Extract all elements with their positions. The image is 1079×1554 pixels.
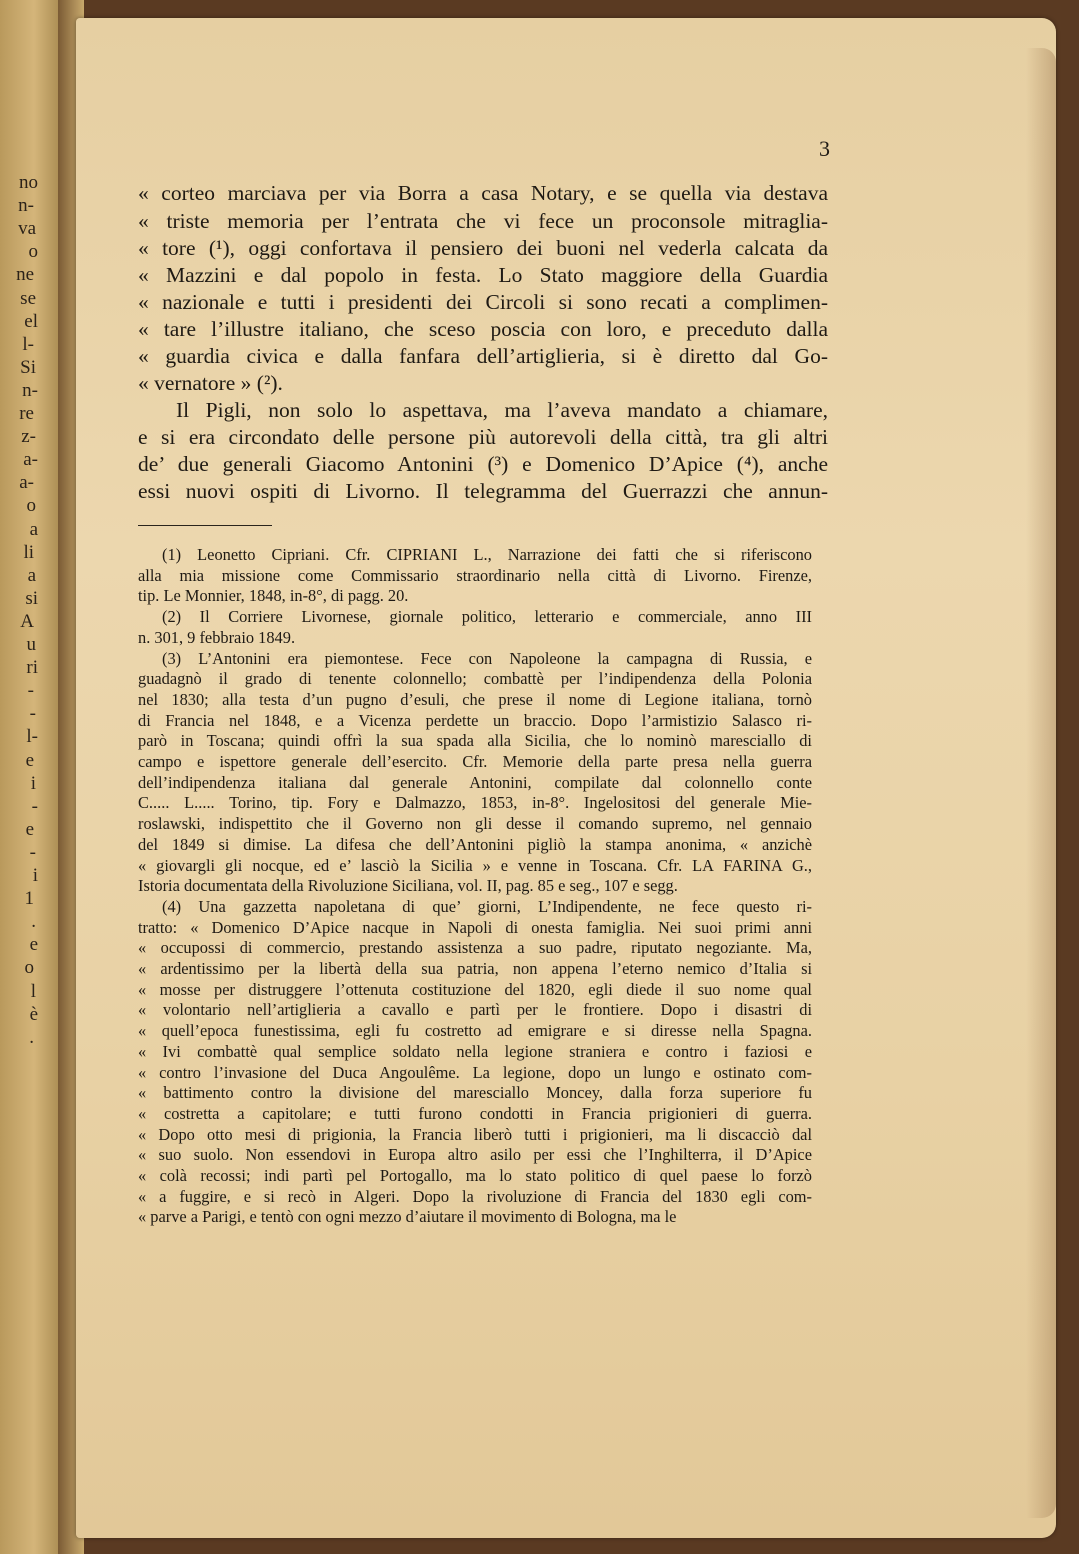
page-edge-shadow [1026,48,1056,1518]
main-text-line: « nazionale e tutti i presidenti dei Circoli si sono recati a complimen- [138,290,828,314]
footnote-line: (2) Il Corriere Livornese, giornale politico, letterario e commerciale, anno III [162,607,812,627]
footnote-line: campo e ispettore generale dell’esercito. Cfr. Memorie della parte presa nella guerra [138,752,812,771]
footnote-line: C..... L..... Torino, tip. Fory e Dalmazzo, 1853, in-8°. Ingelositosi del generale Mie- [138,793,812,813]
footnote-line: roslawski, indispettito che il Governo non gli desse il comando supremo, nel gennaio [138,814,812,834]
footnote-line: « battimento contro la divisione del maresciallo Moncey, dalla forza superiore fu [138,1083,812,1103]
footnote-line: « suo suolo. Non essendovi in Europa altro asilo per essi che l’Inghilterra, il D’Apice [138,1145,812,1165]
left-page-edge-fragment: l- [26,726,38,748]
left-page-edge-fragment: - [29,703,36,725]
left-page-edge-fragment: - [29,841,36,863]
left-page-edge-fragment: - [27,680,34,702]
left-page-edge-fragment: l [30,980,36,1002]
left-page-edge-fragment: e [25,818,34,840]
left-page-edge-fragment: no [19,172,38,193]
page-number: 3 [819,136,830,161]
left-page-edge-fragment: a [27,564,36,586]
main-text-line: « guardia civica e dalla fanfara dell’artiglieria, si è diretto dal Go- [138,344,828,368]
left-page-edge-fragment: l- [22,333,34,355]
footnote-line: n. 301, 9 febbraio 1849. [138,627,296,647]
footnote-line: dell’indipendenza italiana dal generale Antonini, compilate dal colonnello conte [138,772,812,792]
footnote-line: di Francia nel 1848, e a Vicenza perdette un braccio. Dopo l’armistizio Salasco ri- [138,710,812,730]
footnote-line: nel 1830; alla testa d’un pugno d’esuli, che prese il nome di Legione italiana, tornò [138,689,812,709]
left-page-edge-fragment: a- [19,472,34,494]
left-page-edge-fragment: i [30,772,36,794]
left-page-edge-fragment: va [18,218,36,240]
main-text-line: « vernatore » (²). [138,371,283,395]
left-page-edge-text [0,0,62,1554]
left-page-edge-fragment: e [25,749,34,771]
footnote-line: (3) L’Antonini era piemontese. Fece con Napoleone la campagna di Russia, e [162,648,812,668]
main-text-line: de’ due generali Giacomo Antonini (³) e Domenico D’Apice (⁴), anche [138,452,828,476]
left-page-edge-fragment: a [29,518,38,540]
main-text-line: « triste memoria per l’entrata che vi fece un proconsole mitraglia- [138,209,828,233]
footnote-line: (4) Una gazzetta napoletana di que’ giorni, L’Indipendente, ne fece questo ri- [162,896,812,916]
footnote-line: « costretta a capitolare; e tutti furono condotti in Francia prigionieri di guerra. [138,1103,812,1123]
left-page-edge-fragment: i [32,865,38,886]
left-page-edge-fragment: el [24,310,38,332]
left-page-edge-fragment: se [20,287,36,309]
left-page-edge-fragment: . [29,1026,34,1048]
left-page-edge-fragment: ri [26,657,38,679]
footnote-line: « volontario nell’artiglieria a cavallo e partì per le frontiere. Dopo i disastri di [138,1000,812,1020]
left-page-edge-fragment: . [31,911,36,933]
main-text-line: « corteo marciava per via Borra a casa Notary, e se quella via destava [138,181,828,205]
left-page-edge-fragment: 1 [24,888,34,910]
footnote-line: tratto: « Domenico D’Apice nacque in Napoli di onesta famiglia. Nei suoi primi anni [138,917,812,937]
left-page-edge-fragment: o [24,957,34,979]
left-page-edge-fragment: e [29,934,38,956]
footnote-line: « parve a Parigi, e tentò con ogni mezzo d’aiutare il movimento di Bologna, ma le [138,1207,677,1227]
main-text-line: e si era circondato delle persone più autorevoli della città, tra gli altri [138,425,828,449]
left-page-edge-fragment: - [31,795,38,817]
main-text-line: « Mazzini e dal popolo in festa. Lo Stato maggiore della Guardia [138,263,828,287]
footnote-line: Istoria documentata della Rivoluzione Siciliana, vol. II, pag. 85 e seg., 107 e segg. [138,876,678,896]
left-page-edge-fragment: si [25,587,38,609]
main-text-line: « tore (¹), oggi confortava il pensiero dei buoni nel vederla calcata da [138,236,828,260]
footnote-line: alla mia missione come Commissario straordinario nella città di Livorno. Firenze, [138,565,812,585]
left-page-edge-fragment: o [28,241,38,263]
footnote-line: tip. Le Monnier, 1848, in-8°, di pagg. 20. [138,586,409,606]
footnote-line: « a fuggire, e si recò in Algeri. Dopo la rivoluzione di Francia del 1830 egli com- [138,1186,812,1206]
main-text-line: essi nuovi ospiti di Livorno. Il telegramma del Guerrazzi che annun- [138,479,828,503]
footnote-line: del 1849 si dimise. La difesa che dell’Antonini pigliò la stampa anonima, « anzichè [138,834,812,854]
left-page-edge-fragment: Si [20,356,36,378]
left-page [0,0,62,1554]
footnote-line: « Dopo otto mesi di prigionia, la Francia liberò tutti i prigionieri, ma li discacciò dal [138,1124,812,1144]
left-page-edge-fragment: u [26,634,36,655]
left-page-edge-fragment: n- [18,195,34,217]
left-page-edge-fragment: A [20,610,34,632]
footnote-line: guadagnò il grado di tenente colonnello; combattè per l’indipendenza della Polonia [138,669,812,689]
footnote-line: « ardentissimo per la libertà della sua patria, non appena l’eterno nemico d’Italia si [138,959,812,978]
left-page-edge-fragment: o [26,495,36,517]
footnote-line: « contro l’invasione del Duca Angoulême. La legione, dopo un lungo e ostinato com- [138,1062,812,1082]
left-page-edge-fragment: a- [23,449,38,471]
page [76,18,1056,1538]
footnote-line: « giovargli gli nocque, ed e’ lasciò la Sicilia » e venne in Toscana. Cfr. LA FARINA G., [138,855,812,875]
footnote-line: « mosse per distruggere l’ottenuta costituzione del 1820, egli diede il suo nome qual [138,979,812,999]
main-text-line: Il Pigli, non solo lo aspettava, ma l’aveva mandato a chiamare, [176,398,828,422]
footnote-rule [138,525,272,526]
main-text-line: « tare l’illustre italiano, che sceso poscia con loro, e preceduto dalla [138,317,828,341]
left-page-edge-fragment: n- [22,379,38,401]
left-page-edge-fragment: ne [16,264,34,286]
left-page-edge-fragment: è [29,1003,38,1025]
page-content [138,18,828,1538]
footnote-line: « quell’epoca funestissima, egli fu costretto ad emigrare e si diresse nella Spagna. [138,1021,812,1041]
footnote-line: parò in Toscana; quindi offrì la sua spada alla Sicilia, che lo nominò maresciallo di [138,731,812,751]
left-page-edge-fragment: li [23,541,34,563]
footnote-line: « occupossi di commercio, prestando assistenza a suo padre, riputato negoziante. Ma, [138,938,812,958]
footnote-line: « colà recossi; indi partì pel Portogallo, ma lo stato politico di quel paese lo forzò [138,1166,812,1185]
footnote-line: (1) Leonetto Cipriani. Cfr. CIPRIANI L., Narrazione dei fatti che si riferiscono [162,545,812,564]
left-page-edge-fragment: re [19,403,34,424]
left-page-edge-fragment: z- [21,426,36,448]
footnote-line: « Ivi combattè qual semplice soldato nella legione straniera e contro i faziosi e [138,1041,812,1061]
